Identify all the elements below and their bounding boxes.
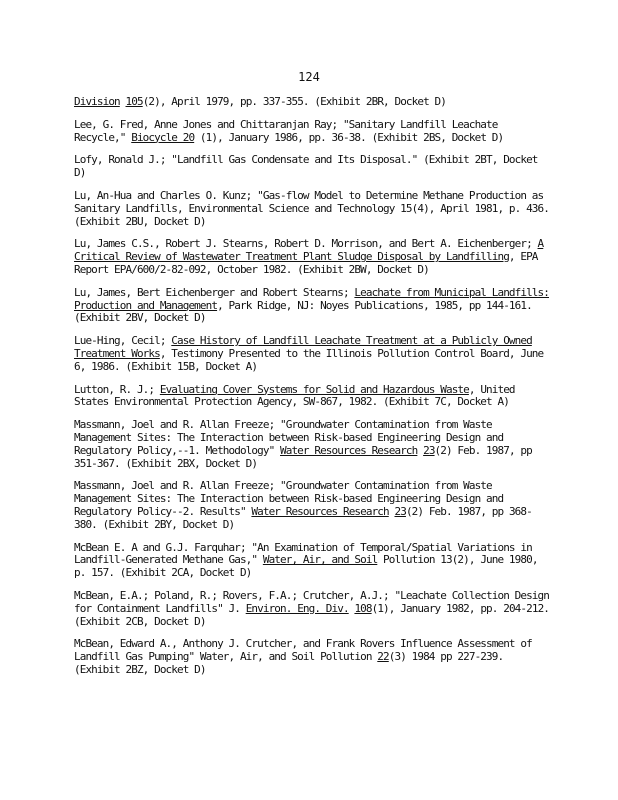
underlined-title: 23: [423, 443, 435, 457]
underlined-title: Evaluating Cover Systems for Solid and Hazardous Waste: [159, 382, 469, 396]
citation-text: (1), January 1982, pp. 204-212. (Exhibit 2CB, Docket D): [74, 601, 550, 628]
reference-entry: [74, 384, 554, 410]
underlined-title: Leachate from Municipal Landfills: Production and Management: [74, 285, 549, 312]
underlined-title: 23: [394, 504, 406, 518]
citation-text: McBean, Edward A., Anthony J. Crutcher, and Frank Rovers Influence Assessment of Landfill Gas Pumping" Water, Air, and Soil Pollution: [74, 637, 532, 664]
citation-text: Lofy, Ronald J.; "Landfill Gas Condensate and Its Disposal." (Exhibit 2BT, Docket D): [74, 153, 538, 180]
citation-text: Massmann, Joel and R. Allan Freeze; "Groundwater Contamination from Waste Management Sites: The Interaction between Risk-based Engineering Design and Regulatory Policy,--1. Methodology": [74, 418, 504, 457]
reference-entry: [74, 154, 554, 180]
citation-text: (1), January 1986, pp. 36-38. (Exhibit 2BS, Docket D): [194, 130, 504, 144]
citation-text: Lutton, R. J.;: [74, 382, 160, 396]
citation-text: Lu, James, Bert Eichenberger and Robert Stearns;: [74, 285, 355, 299]
reference-entry: [74, 590, 554, 628]
citation-text: Lue-Hing, Cecil;: [74, 334, 172, 348]
citation-text: Lee, G. Fred, Anne Jones and Chittaranjan Ray; "Sanitary Landfill Leachate Recycle,": [74, 117, 498, 144]
reference-list: [74, 96, 554, 687]
reference-entry: [74, 335, 554, 373]
citation-text: McBean, E.A.; Poland, R.; Rovers, F.A.; Crutcher, A.J.; "Leachate Collection Design for Containment Landfills" J.: [74, 588, 549, 615]
citation-text: , United States Environmental Protection Agency, SW-867, 1982. (Exhibit 7C, Docket A): [74, 382, 515, 409]
citation-text: (3) 1984 pp 227-239. (Exhibit 2BZ, Docket D): [74, 650, 504, 676]
underlined-title: Environ. Eng. Div.: [245, 601, 349, 615]
underlined-title: Water, Air, and Soil: [262, 553, 378, 567]
reference-entry: [74, 542, 554, 580]
citation-text: (2) Feb. 1987, pp 351-367. (Exhibit 2BX, Docket D): [74, 443, 532, 470]
underlined-title: 108: [354, 601, 372, 615]
reference-entry: [74, 119, 554, 145]
underlined-title: 22: [377, 650, 389, 664]
citation-text: Lu, James C.S., Robert J. Stearns, Robert D. Morrison, and Bert A. Eichenberger;: [74, 237, 538, 251]
citation-text: Lu, An-Hua and Charles O. Kunz; "Gas-flow Model to Determine Methane Production as Sanitary Landfills, Environmental Science and Technology 15(4), April 1981, p. 436. (Exhibit 2BU, Docket D): [74, 188, 549, 228]
reference-entry: [74, 287, 554, 325]
citation-text: (2), April 1979, pp. 337-355. (Exhibit 2BR, Docket D): [142, 95, 446, 108]
reference-entry: [74, 638, 554, 676]
reference-entry: [74, 96, 554, 109]
citation-text: , EPA Report EPA/600/2-82-092, October 1982. (Exhibit 2BW, Docket D): [74, 250, 538, 276]
reference-entry: [74, 190, 554, 228]
underlined-title: Water Resources Research: [280, 443, 418, 457]
citation-text: Pollution 13(2), June 1980, p. 157. (Exhibit 2CA, Docket D): [74, 553, 538, 580]
underlined-title: Water Resources Research: [251, 504, 389, 518]
reference-entry: [74, 419, 554, 470]
reference-entry: [74, 480, 554, 531]
citation-text: , Testimony Presented to the Illinois Pollution Control Board, June 6, 1986. (Exhibit 15B, Docket A): [74, 346, 544, 373]
reference-entry: [74, 238, 554, 276]
citation-text: Massmann, Joel and R. Allan Freeze; "Groundwater Contamination from Waste Management Sites: The Interaction between Risk-based Engineering Design and Regulatory Policy--2. Results": [74, 479, 504, 518]
citation-text: McBean E. A and G.J. Farquhar; "An Examination of Temporal/Spatial Variations in Landfill-Generated Methane Gas,": [74, 540, 532, 567]
underlined-title: Biocycle 20: [131, 130, 195, 144]
page-number: 124: [298, 70, 320, 84]
citation-text: (2) Feb. 1987, pp 368-380. (Exhibit 2BY, Docket D): [74, 504, 532, 531]
underlined-title: A Critical Review of Wastewater Treatment Plant Sludge Disposal by Landfilling: [74, 237, 544, 264]
citation-text: , Park Ridge, NJ: Noyes Publications, 1985, pp 144-161. (Exhibit 2BV, Docket D): [74, 298, 532, 325]
underlined-title: 105: [125, 95, 143, 108]
underlined-title: Case History of Landfill Leachate Treatment at a Publicly Owned Treatment Works: [74, 334, 532, 360]
underlined-title: Division: [74, 95, 120, 108]
